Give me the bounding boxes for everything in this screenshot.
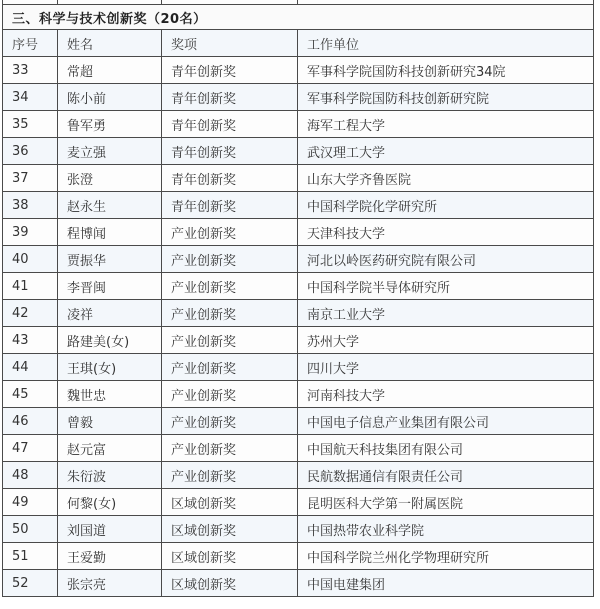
cell-name: 朱衍波: [58, 462, 162, 489]
table-row: [3, 111, 594, 138]
column-header-row: [3, 30, 594, 57]
cell-no: 49: [3, 489, 58, 516]
cell-name: 贾振华: [58, 246, 162, 273]
table-row: [3, 246, 594, 273]
table-row: [3, 381, 594, 408]
cell-name: 王爱勤: [58, 543, 162, 570]
cell-name: 鲁军勇: [58, 111, 162, 138]
cell-award: 青年创新奖: [162, 111, 298, 138]
cell-unit: 武汉理工大学: [298, 138, 594, 165]
cell-unit: 中国电建集团: [298, 570, 594, 597]
cell-name: 赵永生: [58, 192, 162, 219]
cell-award: 产业创新奖: [162, 462, 298, 489]
table-body: [3, 57, 594, 597]
cell-no: 48: [3, 462, 58, 489]
cell-no: 47: [3, 435, 58, 462]
cell-award: 区域创新奖: [162, 489, 298, 516]
cell-award: 青年创新奖: [162, 192, 298, 219]
cell-no: 44: [3, 354, 58, 381]
table-row: [3, 570, 594, 597]
cell-award: 区域创新奖: [162, 516, 298, 543]
table-row: [3, 219, 594, 246]
cell-unit: 天津科技大学: [298, 219, 594, 246]
table-row: [3, 354, 594, 381]
cell-award: 产业创新奖: [162, 408, 298, 435]
cell-no: 46: [3, 408, 58, 435]
table-row: [3, 543, 594, 570]
cell-no: 42: [3, 300, 58, 327]
cell-unit: 军事科学院国防科技创新研究34院: [298, 57, 594, 84]
cell-name: 何黎(女): [58, 489, 162, 516]
table-row: [3, 408, 594, 435]
cell-no: 43: [3, 327, 58, 354]
cell-name: 刘国道: [58, 516, 162, 543]
cell-name: 程博闻: [58, 219, 162, 246]
cell-no: 45: [3, 381, 58, 408]
cell-name: 常超: [58, 57, 162, 84]
cell-no: 50: [3, 516, 58, 543]
cell-award: 产业创新奖: [162, 381, 298, 408]
cell-no: 41: [3, 273, 58, 300]
cell-award: 青年创新奖: [162, 165, 298, 192]
cell-award: 青年创新奖: [162, 138, 298, 165]
section-title-row: [3, 5, 594, 30]
column-header-no: 序号: [3, 30, 58, 57]
cell-name: 李晋闽: [58, 273, 162, 300]
cell-unit: 中国科学院半导体研究所: [298, 273, 594, 300]
table-row: [3, 57, 594, 84]
cell-name: 张澄: [58, 165, 162, 192]
table-row: [3, 165, 594, 192]
table-row: [3, 489, 594, 516]
cell-unit: 中国热带农业科学院: [298, 516, 594, 543]
cell-award: 区域创新奖: [162, 570, 298, 597]
cell-name: 赵元富: [58, 435, 162, 462]
column-header-award: 奖项: [162, 30, 298, 57]
cell-no: 52: [3, 570, 58, 597]
cell-award: 青年创新奖: [162, 57, 298, 84]
table-row: [3, 435, 594, 462]
cell-award: 产业创新奖: [162, 246, 298, 273]
cell-no: 36: [3, 138, 58, 165]
cell-unit: 中国航天科技集团有限公司: [298, 435, 594, 462]
cell-unit: 苏州大学: [298, 327, 594, 354]
cell-unit: 中国科学院化学研究所: [298, 192, 594, 219]
cell-award: 产业创新奖: [162, 300, 298, 327]
table-row: [3, 84, 594, 111]
cell-unit: 河南科技大学: [298, 381, 594, 408]
cell-award: 产业创新奖: [162, 219, 298, 246]
award-table: [2, 0, 594, 597]
cell-name: 魏世忠: [58, 381, 162, 408]
cell-name: 陈小前: [58, 84, 162, 111]
table-row: [3, 516, 594, 543]
cell-award: 区域创新奖: [162, 543, 298, 570]
cell-unit: 昆明医科大学第一附属医院: [298, 489, 594, 516]
column-header-name: 姓名: [58, 30, 162, 57]
cell-name: 曾毅: [58, 408, 162, 435]
cell-no: 35: [3, 111, 58, 138]
cell-no: 38: [3, 192, 58, 219]
cell-award: 产业创新奖: [162, 435, 298, 462]
section-title: 三、科学与技术创新奖（20名）: [3, 5, 594, 30]
cell-no: 37: [3, 165, 58, 192]
table-row: [3, 138, 594, 165]
cell-unit: 四川大学: [298, 354, 594, 381]
cell-no: 51: [3, 543, 58, 570]
cell-unit: 河北以岭医药研究院有限公司: [298, 246, 594, 273]
cell-unit: 中国电子信息产业集团有限公司: [298, 408, 594, 435]
cell-no: 39: [3, 219, 58, 246]
cell-name: 张宗亮: [58, 570, 162, 597]
cell-no: 33: [3, 57, 58, 84]
cell-name: 王琪(女): [58, 354, 162, 381]
cell-unit: 海军工程大学: [298, 111, 594, 138]
cell-award: 青年创新奖: [162, 84, 298, 111]
column-header-unit: 工作单位: [298, 30, 594, 57]
table-row: [3, 327, 594, 354]
cell-award: 产业创新奖: [162, 327, 298, 354]
cell-unit: 军事科学院国防科技创新研究院: [298, 84, 594, 111]
table-row: [3, 300, 594, 327]
cell-award: 产业创新奖: [162, 273, 298, 300]
table-row: [3, 462, 594, 489]
table-row: [3, 192, 594, 219]
cell-no: 40: [3, 246, 58, 273]
cell-award: 产业创新奖: [162, 354, 298, 381]
cell-name: 麦立强: [58, 138, 162, 165]
cell-no: 34: [3, 84, 58, 111]
table-row: [3, 273, 594, 300]
cell-unit: 中国科学院兰州化学物理研究所: [298, 543, 594, 570]
cell-unit: 民航数据通信有限责任公司: [298, 462, 594, 489]
cell-unit: 山东大学齐鲁医院: [298, 165, 594, 192]
cell-name: 路建美(女): [58, 327, 162, 354]
cell-unit: 南京工业大学: [298, 300, 594, 327]
cell-name: 凌祥: [58, 300, 162, 327]
